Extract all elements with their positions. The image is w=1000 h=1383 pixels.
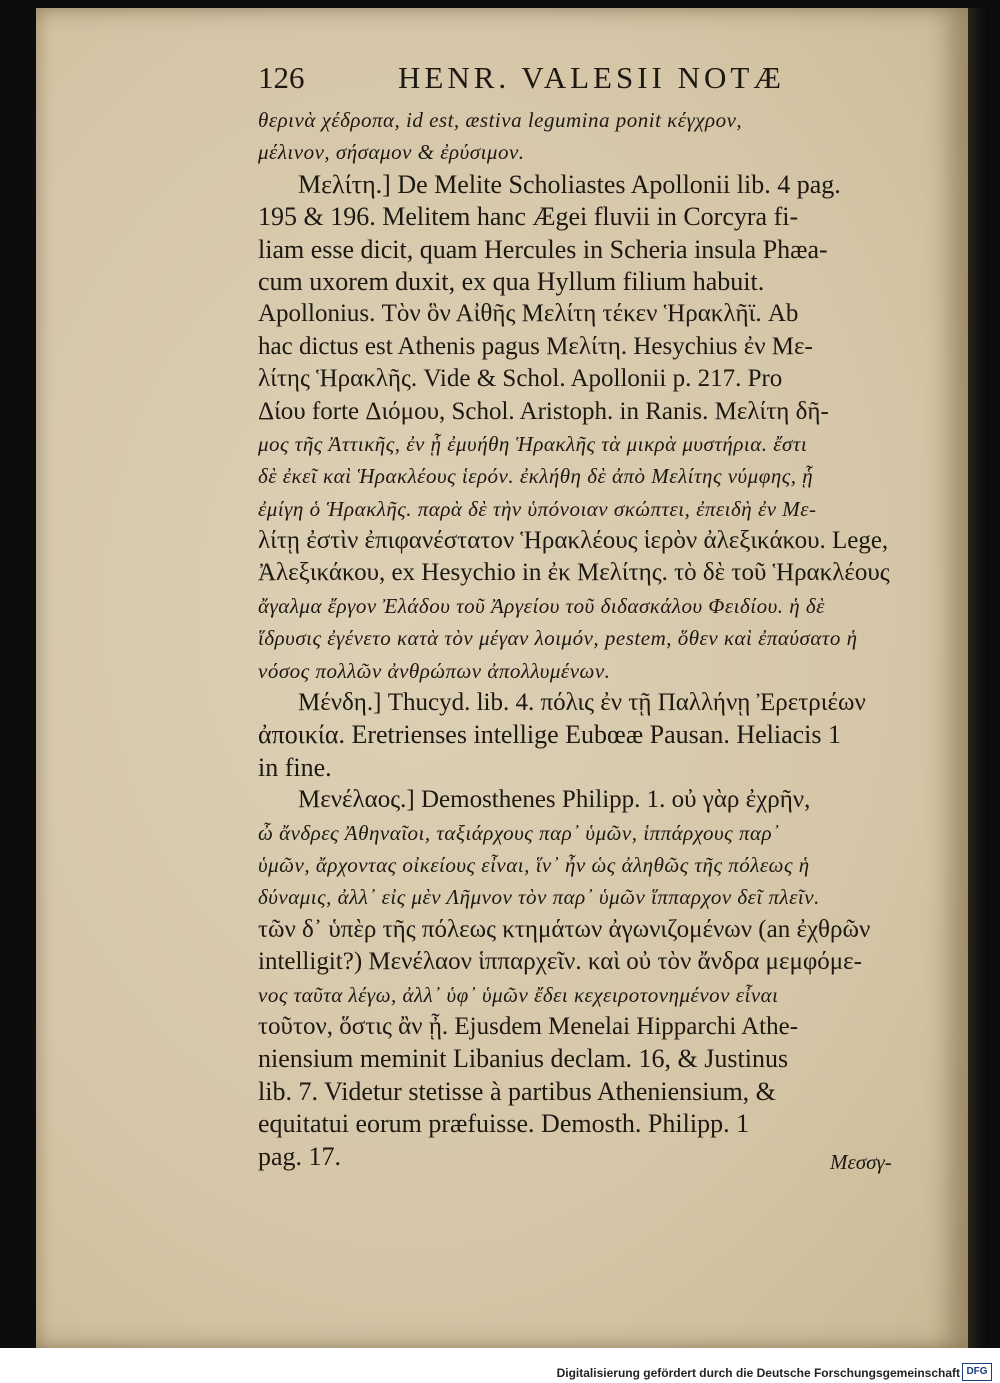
text-line: ὦ ἄνδρες Ἀθηναῖοι, ταξιάρχους παρ᾽ ὑμῶν, ἱππάρχους παρ᾽ [258,820,780,845]
text-line: ὑμῶν, ἄρχοντας οἰκείους εἶναι, ἵν᾽ ἦν ὡς ἀληθῶς τῆς πόλεως ἡ [258,852,810,877]
text-line: Δίου forte Διόμου, Schol. Aristoph. in Ranis. Μελίτη δῆ- [258,397,829,425]
running-head: HENR. VALESII NOTÆ [398,60,785,95]
text-line: liam esse dicit, quam Hercules in Scheria insula Phæa- [258,234,828,264]
text-line: μέλινον, σήσαμον & ἐρύσιμον. [258,140,525,165]
page-body [258,104,920,1173]
text-line: λίτης Ἡρακλῆς. Vide & Schol. Apollonii p. 217. Pro [258,365,783,393]
text-line: cum uxorem duxit, ex qua Hyllum filium habuit. [258,266,765,296]
entry-melite: Μελίτη.] De Melite Scholiastes Apollonii lib. 4 pag. [298,169,841,199]
text-line: λίτῃ ἐστὶν ἐπιφανέστατον Ἡρακλέους ἱερὸν ἀλεξικάκου. Lege, [258,527,889,555]
text-line: νος ταῦτα λέγω, ἀλλ᾽ ὑφ᾽ ὑμῶν ἔδει κεχειροτονημένον εἶναι [258,982,779,1007]
text-line: Apollonius. Τὸν ὃν Αἰθῆς Μελίτη τέκεν Ἡρακλῆϊ. Ab [258,300,799,328]
dfg-logo: DFG [962,1363,992,1381]
page-gutter [968,8,990,1348]
text-line: θερινὰ χέδροπα, id est, æstiva legumina ponit κέγχρον, [258,108,743,132]
text-line: equitatui eorum præfuisse. Demosth. Philipp. 1 [258,1109,750,1139]
page-number: 126 [258,60,305,95]
text-line: lib. 7. Videtur stetisse à partibus Atheniensium, & [258,1076,776,1106]
text-line: hac dictus est Athenis pagus Μελίτη. Hesychius ἐν Με- [258,332,813,360]
catchword: Μεσσγ- [830,1150,892,1174]
text-line: δύναμις, ἀλλ᾽ εἰς μὲν Λῆμνον τὸν παρ᾽ ὑμῶν ἵππαρχον δεῖ πλεῖν. [258,885,820,910]
text-line: τῶν δ᾽ ὑπὲρ τῆς πόλεως κτημάτων ἀγωνιζομένων (an ἐχθρῶν [258,915,871,943]
footer-credit: Digitalisierung gefördert durch die Deutsche Forschungsgemeinschaft [556,1366,960,1380]
page-header [258,60,918,102]
text-line: νόσος πολλῶν ἀνθρώπων ἀπολλυμένων. [258,658,611,683]
text-line: ἵδρυσις ἐγένετο κατὰ τὸν μέγαν λοιμόν, pestem, ὅθεν καὶ ἐπαύσατο ἡ [258,626,858,651]
footer-bar [0,1348,1000,1383]
text-line: in fine. [258,752,332,782]
text-line: Ἀλεξικάκου, ex Hesychio in ἐκ Μελίτης. τὸ δὲ τοῦ Ἡρακλέους [258,559,890,587]
text-line: niensium meminit Libanius declam. 16, & Justinus [258,1044,789,1074]
text-line: 195 & 196. Melitem hanc Ægei fluvii in Corcyra fi- [258,202,799,232]
text-line: δὲ ἐκεῖ καὶ Ἡρακλέους ἱερόν. ἐκλήθη δὲ ἀπὸ Μελίτης νύμφης, ᾗ [258,464,814,489]
text-line: ἄγαλμα ἔργον Ἐλάδου τοῦ Ἀργείου τοῦ διδασκάλου Φειδίου. ἡ δὲ [258,593,825,618]
text-line: ἐμίγη ὁ Ἡρακλῆς. παρὰ δὲ τὴν ὑπόνοιαν σκώπτει, ἐπειδὴ ἐν Με- [258,496,817,521]
entry-menelaus: Μενέλαος.] Demosthenes Philipp. 1. οὐ γὰρ ἐχρῆν, [298,786,811,814]
text-line: pag. 17. [258,1141,342,1171]
text-line: μος τῆς Ἀττικῆς, ἐν ᾗ ἐμυήθη Ἡρακλῆς τὰ μικρὰ μυστήρια. ἔστι [258,431,808,456]
entry-mende: Μένδη.] Thucyd. lib. 4. πόλις ἐν τῇ Παλλήνῃ Ἐρετριέων [298,689,866,717]
text-line: τοῦτον, ὅστις ἂν ᾖ. Ejusdem Menelai Hipparchi Athe- [258,1012,799,1040]
text-line: intelligit?) Μενέλαον ἱππαρχεῖν. καὶ οὐ τὸν ἄνδρα μεμφόμε- [258,948,863,976]
text-line: ἀποικία. Eretrienses intellige Eubœæ Pausan. Heliacis 1 [258,720,842,750]
